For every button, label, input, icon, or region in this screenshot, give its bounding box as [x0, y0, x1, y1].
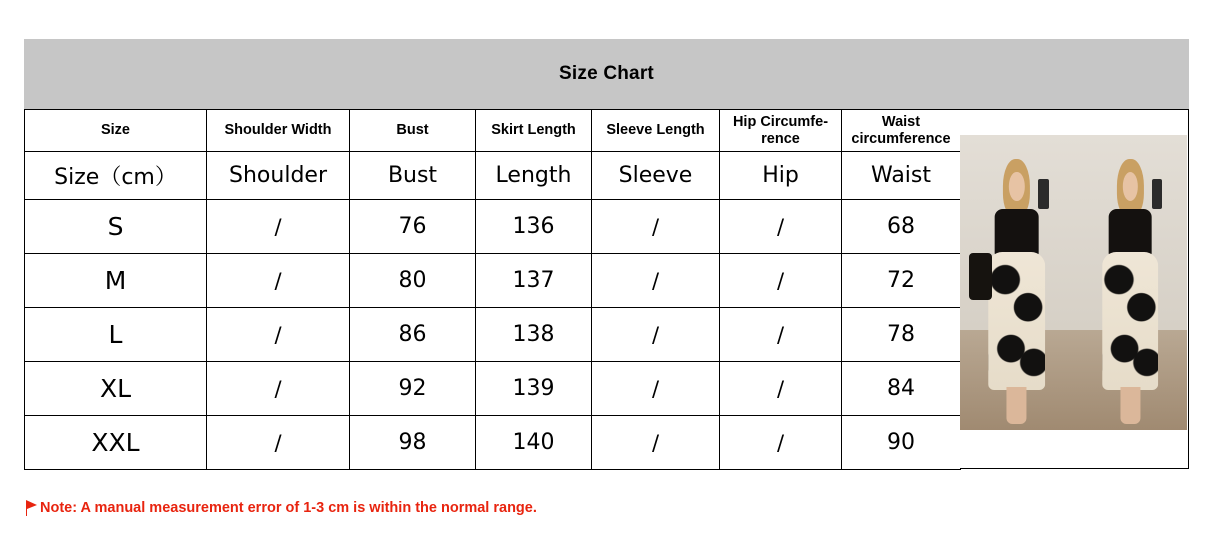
- cell-shoulder: /: [207, 308, 350, 362]
- printed-skirt: [1102, 252, 1159, 390]
- unit-header-bust: Bust: [350, 152, 476, 200]
- legs: [1007, 387, 1027, 424]
- flag-icon: [24, 500, 38, 516]
- column-header-shoulder-width: Shoulder Width: [207, 110, 350, 152]
- cell-hip: /: [720, 416, 842, 470]
- cell-length: 139: [476, 362, 592, 416]
- cell-sleeve: /: [592, 308, 720, 362]
- cell-hip: /: [720, 308, 842, 362]
- cell-bust: 76: [350, 200, 476, 254]
- unit-header-sleeve: Sleeve: [592, 152, 720, 200]
- unit-header-size-cm: Size（cm）: [25, 152, 207, 200]
- size-chart-container: [24, 39, 1189, 469]
- cell-size: XXL: [25, 416, 207, 470]
- cell-length: 137: [476, 254, 592, 308]
- cell-sleeve: /: [592, 254, 720, 308]
- measurement-note-text: Note: A manual measurement error of 1-3 cm is within the normal range.: [40, 500, 537, 516]
- column-header-size: Size: [25, 110, 207, 152]
- cell-bust: 98: [350, 416, 476, 470]
- phone: [1038, 179, 1048, 209]
- model-front-view: [960, 135, 1074, 430]
- cell-waist: 84: [842, 362, 961, 416]
- cell-waist: 90: [842, 416, 961, 470]
- cell-sleeve: /: [592, 362, 720, 416]
- unit-header-shoulder: Shoulder: [207, 152, 350, 200]
- cell-size: S: [25, 200, 207, 254]
- cell-sleeve: /: [592, 416, 720, 470]
- unit-header-waist: Waist: [842, 152, 961, 200]
- page-title: Size Chart: [24, 39, 1189, 109]
- table-row: [25, 362, 961, 416]
- column-header-waist-circumference: Waist circumference: [842, 110, 961, 152]
- model-side-view: [1074, 135, 1188, 430]
- column-header-bust: Bust: [350, 110, 476, 152]
- cell-bust: 92: [350, 362, 476, 416]
- table-row: [25, 416, 961, 470]
- cell-waist: 78: [842, 308, 961, 362]
- cell-bust: 86: [350, 308, 476, 362]
- size-table-area: [24, 109, 960, 469]
- table-header-row-unit: [25, 152, 961, 200]
- cell-size: L: [25, 308, 207, 362]
- cell-length: 140: [476, 416, 592, 470]
- table-row: [25, 200, 961, 254]
- cami-top: [995, 209, 1039, 257]
- legs: [1120, 387, 1140, 424]
- table-row: [25, 254, 961, 308]
- printed-skirt: [988, 252, 1045, 390]
- cell-hip: /: [720, 254, 842, 308]
- cell-length: 138: [476, 308, 592, 362]
- column-header-skirt-length: Skirt Length: [476, 110, 592, 152]
- cell-sleeve: /: [592, 200, 720, 254]
- cami-top: [1108, 209, 1152, 257]
- unit-header-length: Length: [476, 152, 592, 200]
- table-row: [25, 308, 961, 362]
- table-header-row-english: [25, 110, 961, 152]
- column-header-hip-circumference: Hip Circumfe-rence: [720, 110, 842, 152]
- cell-length: 136: [476, 200, 592, 254]
- cell-bust: 80: [350, 254, 476, 308]
- cell-shoulder: /: [207, 362, 350, 416]
- measurement-note: [24, 500, 537, 516]
- cell-shoulder: /: [207, 200, 350, 254]
- size-table: [24, 109, 961, 470]
- handbag: [969, 253, 992, 300]
- unit-header-hip: Hip: [720, 152, 842, 200]
- product-photo: [960, 135, 1187, 430]
- chart-body: [24, 109, 1189, 469]
- phone: [1152, 179, 1162, 209]
- cell-waist: 68: [842, 200, 961, 254]
- column-header-sleeve-length: Sleeve Length: [592, 110, 720, 152]
- cell-shoulder: /: [207, 254, 350, 308]
- cell-hip: /: [720, 362, 842, 416]
- cell-size: M: [25, 254, 207, 308]
- cell-waist: 72: [842, 254, 961, 308]
- product-photo-cell: [960, 109, 1189, 469]
- model-figure: [1101, 159, 1160, 425]
- cell-size: XL: [25, 362, 207, 416]
- cell-shoulder: /: [207, 416, 350, 470]
- cell-hip: /: [720, 200, 842, 254]
